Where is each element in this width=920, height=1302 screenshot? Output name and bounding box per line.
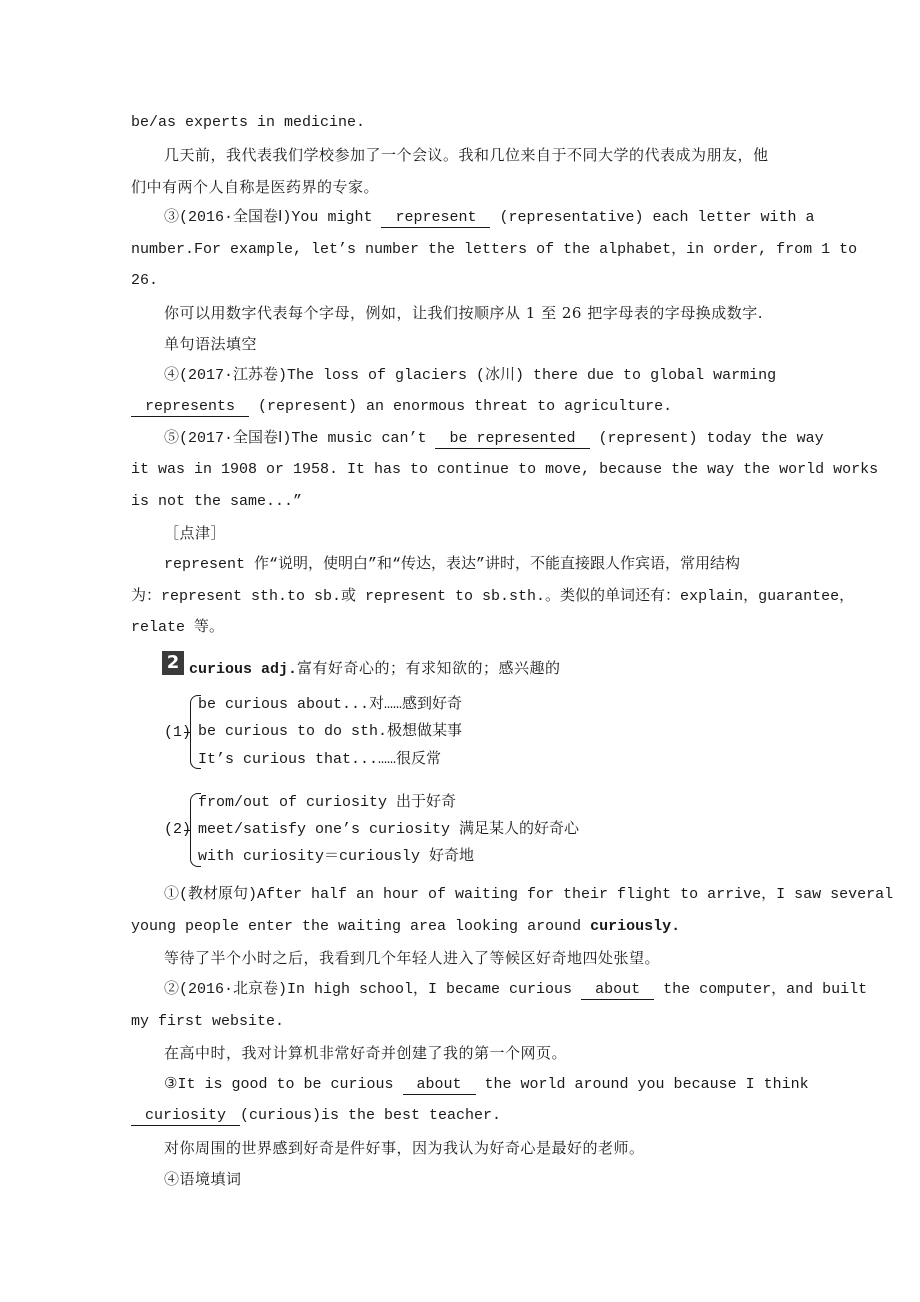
text-line: number.For example, let’s number the letters of the alphabet，in order, from 1 to xyxy=(131,241,858,258)
text-line: my first website. xyxy=(131,1013,285,1030)
phrase-item: from/out of curiosity 出于好奇 xyxy=(198,794,457,811)
phrase-item: be curious to do sth.极想做某事 xyxy=(198,723,463,740)
item-number-badge: 2 xyxy=(162,651,184,675)
section-label: ④语境填词 xyxy=(164,1170,242,1188)
note-line: represent 作“说明，使明白”和“传达，表达”讲时，不能直接跟人作宾语，常用结构 xyxy=(164,556,741,573)
example-line xyxy=(131,917,680,937)
group-label: (1) xyxy=(164,724,192,741)
exercise-text: the world around you because I think xyxy=(484,1076,809,1093)
exercise-text: (represent) an enormous threat to agriculture. xyxy=(258,398,673,415)
translation-line: 对你周围的世界感到好奇是件好事，因为我认为好奇心是最好的老师。 xyxy=(164,1139,645,1157)
phrase-item: be curious about...对……感到好奇 xyxy=(198,696,463,713)
answer-blank: represents xyxy=(131,398,249,417)
note-label: ［点津］ xyxy=(164,524,227,542)
exercise-text: ⑤(2017·全国卷Ⅰ)The music can’t xyxy=(164,430,427,447)
highlighted-word: curiously. xyxy=(590,918,681,935)
exercise-text: (represent) today the way xyxy=(598,430,824,447)
exercise-text: ③(2016·全国卷Ⅰ)You might xyxy=(164,209,373,226)
phrase-item: with curiosity＝curiously 好奇地 xyxy=(198,848,475,865)
translation-line: 在高中时，我对计算机非常好奇并创建了我的第一个网页。 xyxy=(164,1044,568,1062)
exercise-line xyxy=(164,208,815,228)
exercise-text: the computer，and built xyxy=(663,981,868,998)
exercise-line xyxy=(131,1106,501,1126)
translation-line: 等待了半个小时之后，我看到几个年轻人进入了等候区好奇地四处张望。 xyxy=(164,949,661,967)
text-line: 26. xyxy=(131,272,159,289)
note-line: 为：represent sth.to sb.或 represent to sb.sth.。类似的单词还有：explain，guarantee， xyxy=(131,588,855,605)
vocab-meaning: 富有好奇心的；有求知欲的；感兴趣的 xyxy=(297,659,561,677)
text-line: is not the same...” xyxy=(131,493,303,510)
translation-line: 们中有两个人自称是医药界的专家。 xyxy=(131,178,380,196)
phrase-item: It’s curious that...……很反常 xyxy=(198,751,442,768)
exercise-line xyxy=(164,429,824,449)
exercise-line xyxy=(164,1075,809,1095)
text-line: it was in 1908 or 1958. It has to continue to move, because the way the world works xyxy=(131,461,879,478)
exercise-line xyxy=(131,397,672,417)
exercise-text: (curious)is the best teacher. xyxy=(240,1107,502,1124)
exercise-text: (representative) each letter with a xyxy=(499,209,815,226)
exercise-text: ③It is good to be curious xyxy=(164,1076,394,1093)
translation-line: 你可以用数字代表每个字母，例如，让我们按顺序从 1 至 26 把字母表的字母换成数字. xyxy=(164,304,763,322)
exercise-text: ②(2016·北京卷)In high school，I became curious xyxy=(164,981,573,998)
exercise-line: ④(2017·江苏卷)The loss of glaciers (冰川) there due to global warming xyxy=(164,367,777,384)
answer-blank: about xyxy=(581,981,654,1000)
exercise-line xyxy=(164,980,867,1000)
vocab-word: curious adj. xyxy=(189,661,298,678)
translation-line: 几天前，我代表我们学校参加了一个会议。我和几位来自于不同大学的代表成为朋友，他 xyxy=(164,146,769,164)
text-line: be/as experts in medicine. xyxy=(131,114,366,131)
answer-blank: represent xyxy=(381,209,490,228)
example-text: young people enter the waiting area looking around xyxy=(131,918,582,935)
vocab-heading xyxy=(189,658,561,680)
note-line: relate 等。 xyxy=(131,619,225,636)
phrase-item: meet/satisfy one’s curiosity 满足某人的好奇心 xyxy=(198,821,580,838)
example-line: ①(教材原句)After half an hour of waiting for their flight to arrive，I saw several xyxy=(164,886,894,903)
group-label: (2) xyxy=(164,821,192,838)
answer-blank: be represented xyxy=(435,430,589,449)
section-label: 单句语法填空 xyxy=(164,335,258,353)
answer-blank: curiosity xyxy=(131,1107,240,1126)
answer-blank: about xyxy=(403,1076,476,1095)
